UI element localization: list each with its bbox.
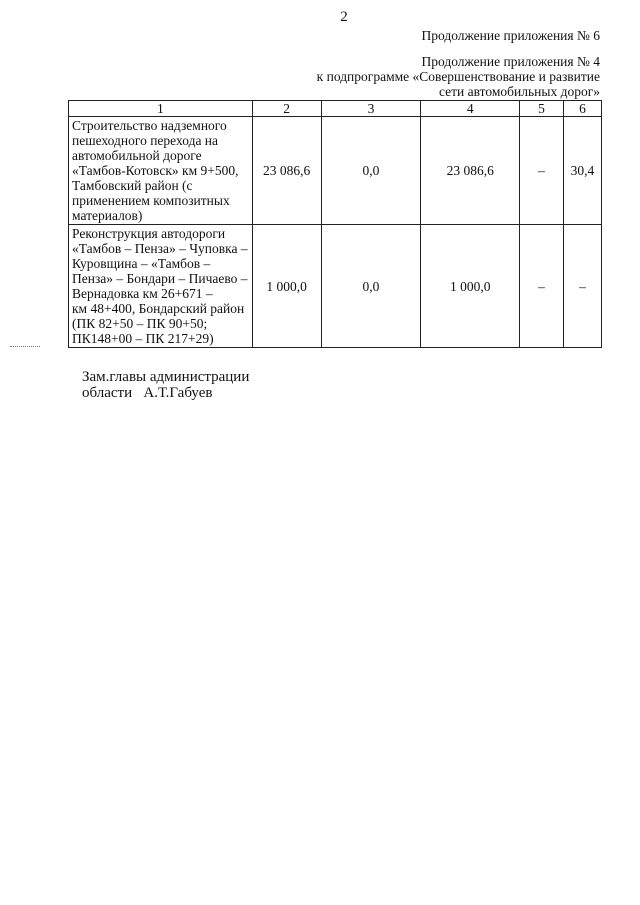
- table-row: [69, 117, 602, 225]
- value-cell: 30,4: [563, 117, 601, 225]
- object-name-cell: [69, 117, 253, 225]
- column-header: 4: [421, 101, 520, 117]
- name-line: «Тамбов-Котовск» км 9+500,: [72, 163, 239, 178]
- continuation-line: сети автомобильных дорог»: [439, 84, 600, 99]
- signature-title: Зам.главы администрации: [82, 369, 250, 385]
- name-line: применением композитных: [72, 193, 230, 208]
- column-header: 1: [69, 101, 253, 117]
- name-line: Пенза» – Бондари – Пичаево –: [72, 271, 248, 286]
- continuation-appendix-6: Продолжение приложения № 6: [421, 28, 600, 43]
- signature-block: [82, 369, 249, 401]
- column-header: 2: [252, 101, 321, 117]
- signature-name: области А.Т.Габуев: [82, 385, 213, 401]
- name-line: «Тамбов – Пенза» – Чуповка –: [72, 241, 248, 256]
- value-cell: 0,0: [321, 225, 421, 348]
- continuation-appendix-4: [317, 54, 600, 99]
- header-row: [69, 101, 602, 117]
- name-line: км 48+400, Бондарский район: [72, 301, 245, 316]
- column-header: 6: [563, 101, 601, 117]
- value-cell: 23 086,6: [421, 117, 520, 225]
- column-header: 3: [321, 101, 421, 117]
- value-cell: 1 000,0: [252, 225, 321, 348]
- name-line: Вернадовка км 26+671 –: [72, 286, 213, 301]
- value-cell: –: [563, 225, 601, 348]
- value-cell: 23 086,6: [252, 117, 321, 225]
- name-line: автомобильной дороге: [72, 148, 202, 163]
- continuation-line: к подпрограмме «Совершенствование и развитие: [316, 69, 600, 84]
- name-line: Тамбовский район (с: [72, 178, 193, 193]
- continuation-line: Продолжение приложения № 4: [421, 54, 600, 69]
- roads-table: [68, 100, 602, 348]
- page-number: 2: [340, 9, 348, 25]
- name-line: Строительство надземного: [72, 118, 227, 133]
- name-line: пешеходного перехода на: [72, 133, 219, 148]
- column-header: 5: [520, 101, 564, 117]
- name-line: Реконструкция автодороги: [72, 226, 226, 241]
- value-cell: 0,0: [321, 117, 421, 225]
- name-line: Куровщина – «Тамбов –: [72, 256, 211, 271]
- dotted-divider: [10, 346, 40, 347]
- value-cell: –: [520, 117, 564, 225]
- object-name-cell: [69, 225, 253, 348]
- name-line: ПК148+00 – ПК 217+29): [72, 331, 214, 346]
- value-cell: –: [520, 225, 564, 348]
- value-cell: 1 000,0: [421, 225, 520, 348]
- name-line: (ПК 82+50 – ПК 90+50;: [72, 316, 208, 331]
- name-line: материалов): [72, 208, 143, 223]
- table-row: [69, 225, 602, 348]
